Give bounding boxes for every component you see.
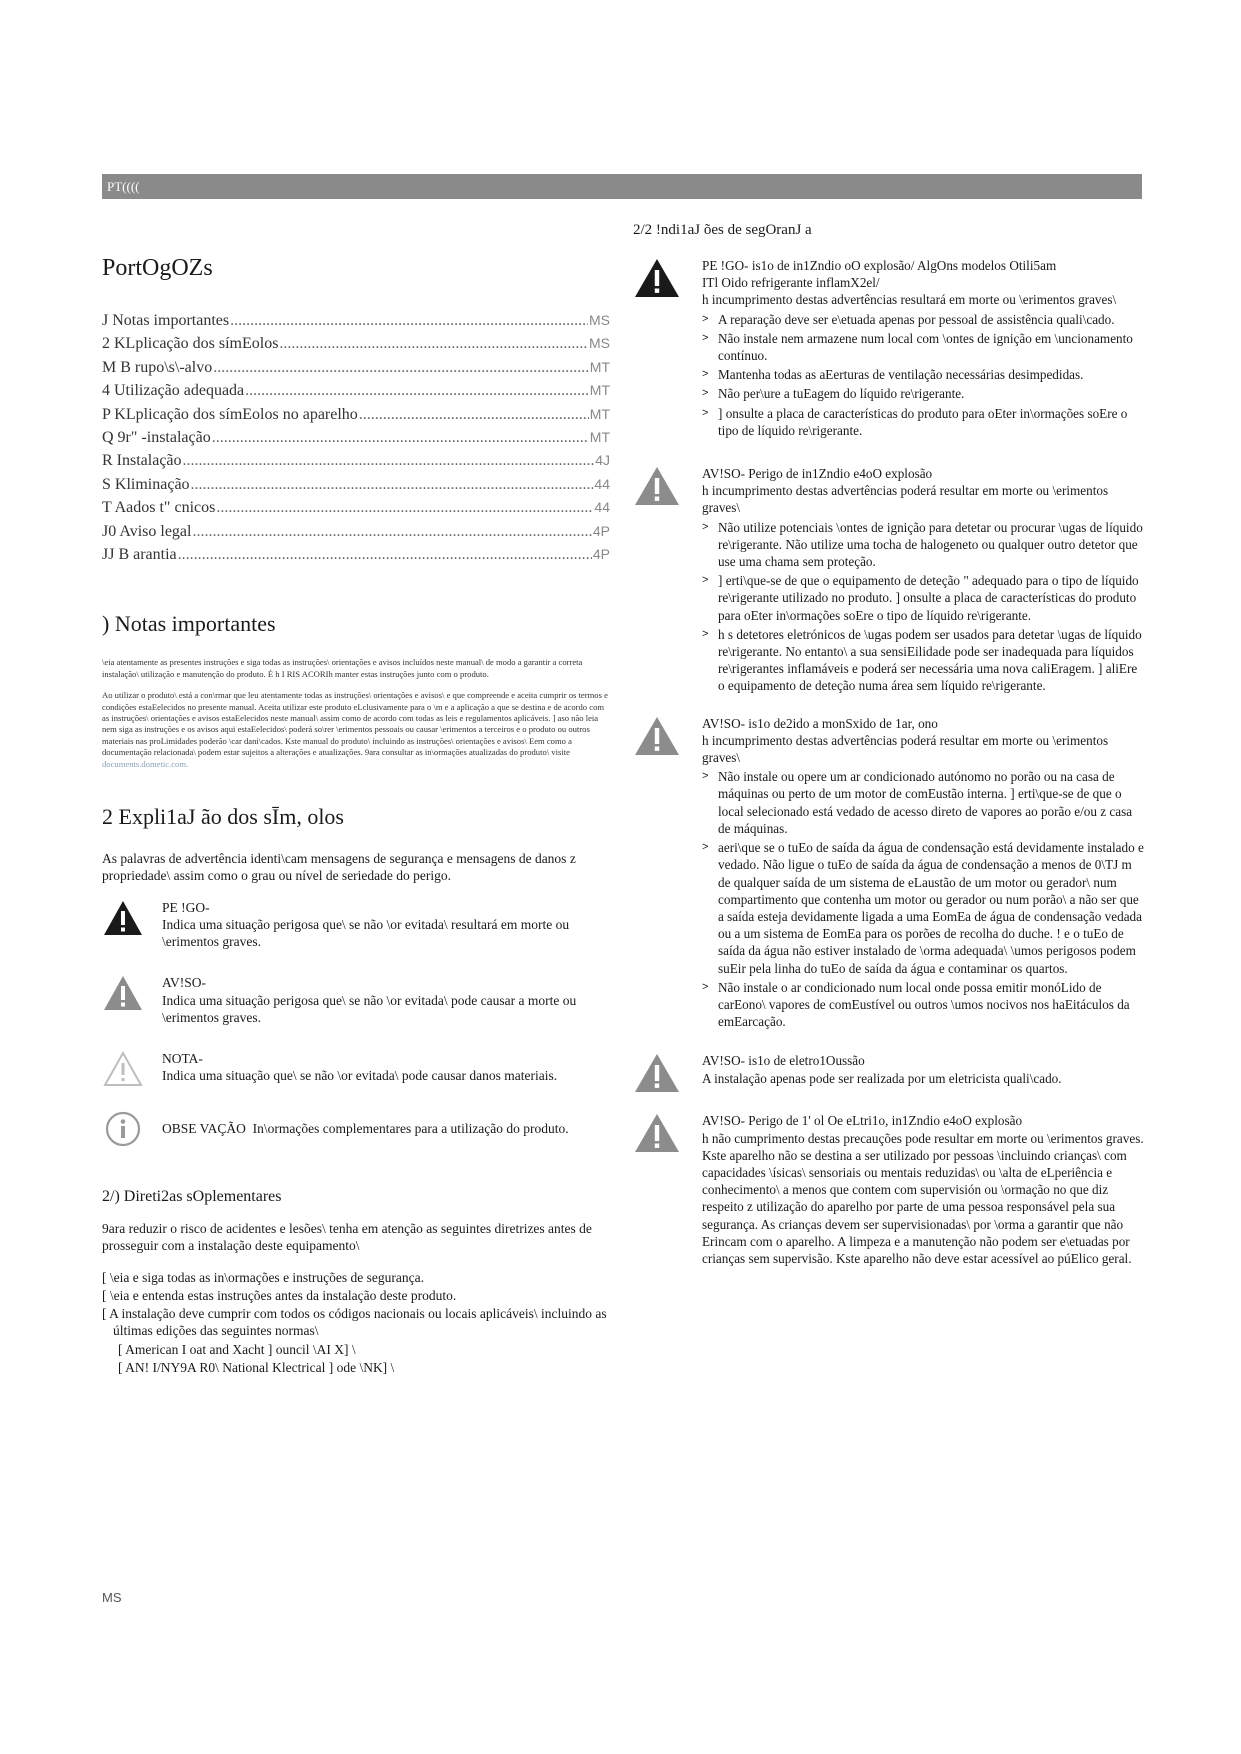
toc-entry-page: MS <box>589 335 610 352</box>
toc-entry-page: MT <box>589 358 610 375</box>
toc-entry-page: MT <box>589 428 610 445</box>
toc-entry-title: Q 9r" -instalação <box>102 428 211 446</box>
toc-entry[interactable] <box>102 429 610 452</box>
warning-body: Kste aparelho não se destina a ser utilizado por pessoas \incluindo crianças\ com capacidades \ísicas\ sensoriais ou mentais reduzidas\ ou \alta de eLperiência e conhecimento\ a menos que contem com supervisión ou \ormação no que diz respeito z utilização do aparelho por parte de uma pessoa responsável pela sua segurança. As crianças devem ser supervisionadas\ por \orma a garantir que não Erincam com o aparelho. A limpeza e a manutenção não podem ser e\etuadas por crianças sem supervisão. Kste aparelho não deve estar acessível ao púElico geral. <box>702 1147 1132 1266</box>
list-item: [ AN! I/NY9A R0\ National Klectrical ] ode \NK] \ <box>118 1360 395 1376</box>
section-header-bar <box>102 174 1142 199</box>
warning-intro: h incumprimento destas advertências poderá resultar em morte ou \erimentos graves\ <box>702 732 1109 766</box>
toc-entry-page: 4P <box>592 522 610 539</box>
warning-title: PE !GO- is1o de in1Zndio oO explosão/ AlgOns modelos Otili5am <box>702 258 1057 273</box>
list-item: > Não instale ou opere um ar condicionado autónomo no porão ou na casa de máquinas ou perto de um motor de comEustão interna. ] erti\que-se de que o local selecionado está vedado de acesso direto de vapores ao porão e/ou z casa de máquinas. <box>702 768 1145 837</box>
symbols-intro: As palavras de advertência identi\cam mensagens de segurança e mensagens de danos z propriedade\ assim como o grau ou nível de seriedade do perigo. <box>102 850 576 884</box>
toc-entry[interactable] <box>102 452 610 475</box>
list-item: [ \eia e siga todas as in\ormações e instruções de segurança. <box>102 1269 425 1285</box>
toc-entry[interactable] <box>102 359 610 382</box>
warning-title: AV!SO- is1o de eletro1Oussão <box>702 1053 865 1069</box>
list-item: > aeri\que se o tuEo de saída da água de condensação está devidamente instalado e vedado. Não ligue o tuEo de saída da água de condensação a menos de 0\TJ m de qualquer saída de um sistema de eLaustão de um motor ou gerador\ num compartimento que contenha um motor ou gerador ou num porão\ a não ser que a saída esteja devidamente ligada a uma EomEa de água de condensação vedada ou a um sistema de EomEa para os porões de recolha do duche. ! e o tuEo de saída da água não estiver instalado de \orma adequada\ \umos perigosos podem suEir pela linha do tuEo de saída da água e contaminar os quartos. <box>702 839 1145 977</box>
warnings-container <box>633 257 1145 1267</box>
symbol-note-text: Indica uma situação que\ se não \or evitada\ pode causar danos materiais. <box>162 1068 558 1084</box>
toc-entry-title: 2 KLplicação dos símEolos <box>102 335 279 353</box>
warning-block <box>633 257 1145 441</box>
list-item: > Não per\ure a tuEagem do líquido re\rigerante. <box>702 385 1145 402</box>
warning-list <box>702 768 1145 1030</box>
toc-entry-title: R Instalação <box>102 452 182 470</box>
list-item: > h s detetores eletrónicos de \ugas podem ser usados para detetar \ugas de líquido re\rigerante. No entanto\ a sua sensiEilidade pode ser inadequada para líquidos re\rigerantes inflamáveis e poderá ser necessária uma nova caliEragem. ] aliEre o equipamento de deteção numa área sem líquido re\rigerante. <box>702 626 1145 695</box>
toc-entry-title: J Notas importantes <box>102 312 230 329</box>
left-column <box>102 255 610 1377</box>
symbol-danger-text: Indica uma situação perigosa que\ se não \or evitada\ resultará em morte ou \erimentos graves. <box>162 916 570 950</box>
list-item: > A reparação deve ser e\etuada apenas por pessoal de assistência quali\cado. <box>702 311 1145 328</box>
warning-intro: A instalação apenas pode ser realizada por um eletricista quali\cado. <box>702 1070 1062 1086</box>
toc-dot-leader <box>279 335 588 353</box>
warning-intro: h incumprimento destas advertências resultará em morte ou \erimentos graves\ <box>702 292 1117 308</box>
toc-entry-page: MS <box>589 312 610 328</box>
language-title: PortOgOZs <box>102 255 213 281</box>
symbol-warning-text: Indica uma situação perigosa que\ se não \or evitada\ pode causar a morte ou \erimentos graves. <box>162 992 577 1025</box>
list-item: > ] erti\que-se de que o equipamento de deteção " adequado para o tipo de líquido re\rigerante utilizado no produto. ] onsulte a placa de características do produto para oEter in\ormações soEre o tipo de líquido re\rigerante. <box>702 572 1145 624</box>
warning-intro: h incumprimento destas advertências poderá resultar em morte ou \erimentos graves\ <box>702 483 1109 516</box>
warning-block <box>633 1052 1145 1094</box>
info-circle-icon <box>102 1110 144 1148</box>
toc-entry-page: 44 <box>594 499 610 516</box>
symbol-warning-title: AV!SO- <box>162 975 207 991</box>
language-tag: PT(((( <box>107 179 140 194</box>
toc-entry-page: MT <box>589 405 610 422</box>
list-item: [ American I oat and Xacht ] ouncil \AI X] \ <box>118 1341 356 1357</box>
toc-entry-title: P KLplicação dos símEolos no aparelho <box>102 405 358 423</box>
page-number: MS <box>102 1590 122 1605</box>
toc-entry-title: S Kliminação <box>102 475 190 493</box>
warning-triangle-icon <box>102 974 144 1012</box>
list-item: > Não instale nem armazene num local com \ontes de ignição em \uncionamento contínuo. <box>702 330 1145 364</box>
warning-block <box>633 1112 1145 1267</box>
toc-entry-title: JJ B arantia <box>102 545 177 563</box>
notes-paragraph-2: Ao utilizar o produto\ está a con\rmar que leu atentamente todas as instruções\ orientações e avisos\ e que compreende e aceita cumprir os termos e condições estaEelecidos no presente manual. Aceita utilizar este produto eLclusivamente para o \m e a aplicação a que se destina e de acordo com as instruções\ orientações e avisos estaEelecidos neste manual\ assim como de acordo com todas as leis e regulamentos aplicáveis. ] aso não leia nem siga as instruções e os avisos aqui estaEelecidos\ poderá so\rer \erimentos pessoais ou causar \erimentos a terceiros e o produto ou outros materiais nas proLimidades poderão \car dani\cados. Kste manual do produto\ incluindo as instruções\ orientações e avisos\ Eem como a documentação relacionada\ podem estar sujeitos a alterações e atualizações. 9ara consultar as in\ormações atualizadas do produto\ visite documents.dometic.com. <box>102 690 608 769</box>
toc-entry[interactable] <box>102 476 610 499</box>
warning-title: AV!SO- Perigo de 1' ol Oe eLtri1o, in1Zndio e4oO explosão <box>702 1113 1023 1129</box>
notes-paragraph-1: \eia atentamente as presentes instruções e siga todas as instruções\ orientações e avisos incluídos neste manual\ de modo a garantir a correta instalação\ utilização e manutenção do produto. É h I RIS ACORIh manter estas instruções junto com o produto. <box>102 657 583 679</box>
toc-entry-page: 4J <box>595 452 610 469</box>
toc-dot-leader <box>359 406 589 424</box>
documents-link[interactable]: documents.dometic.com. <box>102 758 189 769</box>
supplementary-heading: 2/) Direti2as sOplementares <box>102 1187 282 1205</box>
warning-list <box>702 519 1145 695</box>
toc-entry-title: 4 Utilização adequada <box>102 382 245 400</box>
toc-entry[interactable] <box>102 523 610 546</box>
list-item: > Mantenha todas as aEerturas de ventilação necessárias desimpedidas. <box>702 366 1145 383</box>
list-item: > Não instale o ar condicionado num local onde possa emitir monóLido de carEono\ vapores de comEustível ou outros \umos nocivos nos haEitáculos da emEarcação. <box>702 979 1145 1031</box>
warning-title-line-2: ITl Oido refrigerante inflamX2el/ <box>702 275 880 291</box>
toc-entry-title: T Aados t" cnicos <box>102 499 216 517</box>
symbols-heading: 2 Expli1aJ ão dos sĪm, olos <box>102 803 344 829</box>
toc-entry-title: M B rupo\s\-alvo <box>102 358 213 376</box>
symbol-warning <box>102 974 610 1026</box>
toc-entry[interactable] <box>102 406 610 429</box>
symbol-info <box>102 1110 610 1148</box>
toc-dot-leader <box>245 382 589 400</box>
symbol-danger-title: PE !GO- <box>162 899 210 915</box>
toc-entry-page: MT <box>589 382 610 399</box>
safety-instructions-heading: 2/2 !ndi1aJ ões de segOranJ a <box>633 222 812 238</box>
danger-triangle-icon <box>633 257 681 299</box>
toc-dot-leader <box>216 499 593 517</box>
toc-dot-leader <box>213 359 589 377</box>
warning-title: AV!SO- Perigo de in1Zndio e4oO explosão <box>702 466 933 482</box>
symbol-info-text: In\ormações complementares para a utilização do produto. <box>252 1121 569 1137</box>
toc-entry[interactable] <box>102 499 610 522</box>
warning-triangle-icon <box>633 465 681 507</box>
warning-triangle-icon <box>633 1052 681 1094</box>
toc-entry[interactable] <box>102 335 610 358</box>
toc-dot-leader <box>192 523 591 541</box>
toc-entry-page: 44 <box>594 475 610 492</box>
list-item: > Não utilize potenciais \ontes de ignição para detetar ou procurar \ugas de líquido re\rigerante. Não utilize uma tocha de halogeneto ou qualquer outro detetor que use uma chama sem proteção. <box>702 519 1145 571</box>
toc-dot-leader <box>230 312 588 330</box>
notes-heading: ) Notas importantes <box>102 611 276 637</box>
toc-entry[interactable] <box>102 382 610 405</box>
toc-entry[interactable] <box>102 312 610 335</box>
warning-triangle-icon <box>633 715 681 757</box>
toc-entry-title: J0 Aviso legal <box>102 522 192 540</box>
warning-triangle-icon <box>633 1112 681 1154</box>
symbol-note-title: NOTA- <box>162 1050 203 1066</box>
note-triangle-icon <box>102 1050 144 1088</box>
list-item: [ A instalação deve cumprir com todos os códigos nacionais ou locais aplicáveis\ incluindo as últimas edições das seguintes normas\ <box>102 1306 607 1339</box>
toc-entry-page: 4P <box>592 545 610 562</box>
right-column <box>633 222 1145 1267</box>
table-of-contents <box>102 312 610 569</box>
list-item: > ] onsulte a placa de características do produto para oEter in\ormações soEre o tipo de líquido re\rigerante. <box>702 405 1145 439</box>
warning-intro: h não cumprimento destas precauções pode resultar em morte ou \erimentos graves. <box>702 1130 1144 1146</box>
supplementary-intro: 9ara reduzir o risco de acidentes e lesões\ tenha em atenção as seguintes diretrizes antes de prosseguir com a instalação deste equipamento\ <box>102 1220 592 1254</box>
supplementary-list <box>102 1269 610 1340</box>
toc-dot-leader <box>183 452 595 470</box>
warning-block <box>633 465 1145 697</box>
danger-triangle-icon <box>102 899 144 937</box>
symbol-danger <box>102 899 610 951</box>
standards-sublist <box>102 1341 610 1378</box>
list-item: [ \eia e entenda estas instruções antes da instalação deste produto. <box>102 1288 457 1303</box>
warning-list <box>702 311 1145 439</box>
warning-block <box>633 715 1145 1033</box>
warning-title: AV!SO- is1o de2ido a monSxido de 1ar, ono <box>702 715 938 731</box>
symbol-note <box>102 1050 610 1088</box>
toc-entry[interactable] <box>102 546 610 569</box>
toc-dot-leader <box>191 476 594 494</box>
toc-dot-leader <box>178 546 592 564</box>
symbol-info-title: OBSE VAÇÃO <box>162 1121 246 1137</box>
toc-dot-leader <box>212 429 589 447</box>
